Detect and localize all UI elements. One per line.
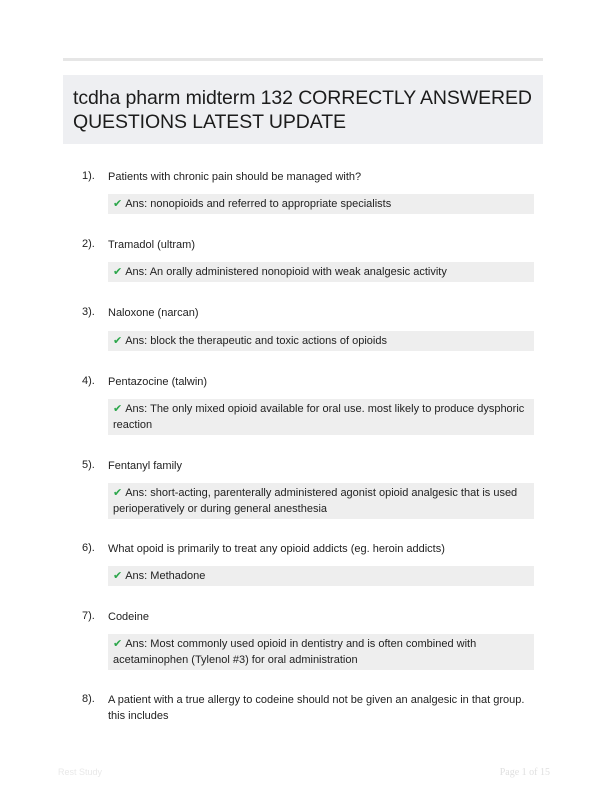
answer-box [108, 262, 534, 282]
answer-box [108, 634, 534, 670]
answer-box [108, 566, 534, 586]
answer-prefix: Ans: [125, 403, 151, 415]
question-number: 3). [82, 306, 95, 318]
answer-text: block the therapeutic and toxic actions of opioids [150, 335, 387, 347]
answer-box [108, 194, 534, 214]
answer-prefix: Ans: [125, 487, 151, 499]
question-text: Patients with chronic pain should be managed with? [108, 171, 362, 183]
question-text: Codeine [108, 611, 149, 623]
answer-text: short-acting, parenterally administered agonist opioid analgesic that is used perioperatively or during general anesthesia [113, 487, 518, 515]
question-number: 8). [82, 693, 95, 705]
checkmark-icon: ✔ [113, 487, 123, 499]
answer-box [108, 483, 534, 519]
answer-prefix: Ans: [125, 335, 151, 347]
top-divider [63, 58, 543, 61]
answer-prefix: Ans: [125, 638, 151, 650]
answer-text: Most commonly used opioid in dentistry and is often combined with acetaminophen (Tylenol #3) for oral administration [113, 638, 477, 666]
answer-prefix: Ans: [125, 198, 151, 210]
answer-text: Methadone [150, 570, 206, 582]
question-text: Naloxone (narcan) [108, 307, 199, 319]
answer-box [108, 399, 534, 435]
question-number: 6). [82, 542, 95, 554]
checkmark-icon: ✔ [113, 266, 123, 278]
footer-brand: Rest Study [58, 767, 103, 777]
page-number: Page 1 of 15 [499, 767, 550, 778]
question-text: Tramadol (ultram) [108, 239, 195, 251]
question-number: 4). [82, 375, 95, 387]
question-text: Fentanyl family [108, 460, 182, 472]
checkmark-icon: ✔ [113, 638, 123, 650]
question-text: What opoid is primarily to treat any opioid addicts (eg. heroin addicts) [108, 543, 445, 555]
checkmark-icon: ✔ [113, 335, 123, 347]
question-number: 1). [82, 170, 95, 182]
document-title: tcdha pharm midterm 132 CORRECTLY ANSWERED QUESTIONS LATEST UPDATE [73, 87, 532, 133]
answer-box [108, 331, 534, 351]
checkmark-icon: ✔ [113, 570, 123, 582]
answer-text: An orally administered nonopioid with weak analgesic activity [149, 266, 447, 278]
checkmark-icon: ✔ [113, 403, 123, 415]
answer-prefix: Ans: [125, 266, 150, 278]
answer-text: nonopioids and referred to appropriate specialists [150, 198, 392, 210]
answer-prefix: Ans: [125, 570, 151, 582]
question-text: A patient with a true allergy to codeine should not be given an analgesic in that group. this includes [108, 694, 525, 722]
answer-text: The only mixed opioid available for oral use. most likely to produce dysphoric reaction [113, 403, 525, 431]
checkmark-icon: ✔ [113, 198, 123, 210]
question-number: 5). [82, 459, 95, 471]
question-text: Pentazocine (talwin) [108, 376, 208, 388]
question-number: 2). [82, 238, 95, 250]
question-number: 7). [82, 610, 95, 622]
title-banner [63, 75, 543, 144]
